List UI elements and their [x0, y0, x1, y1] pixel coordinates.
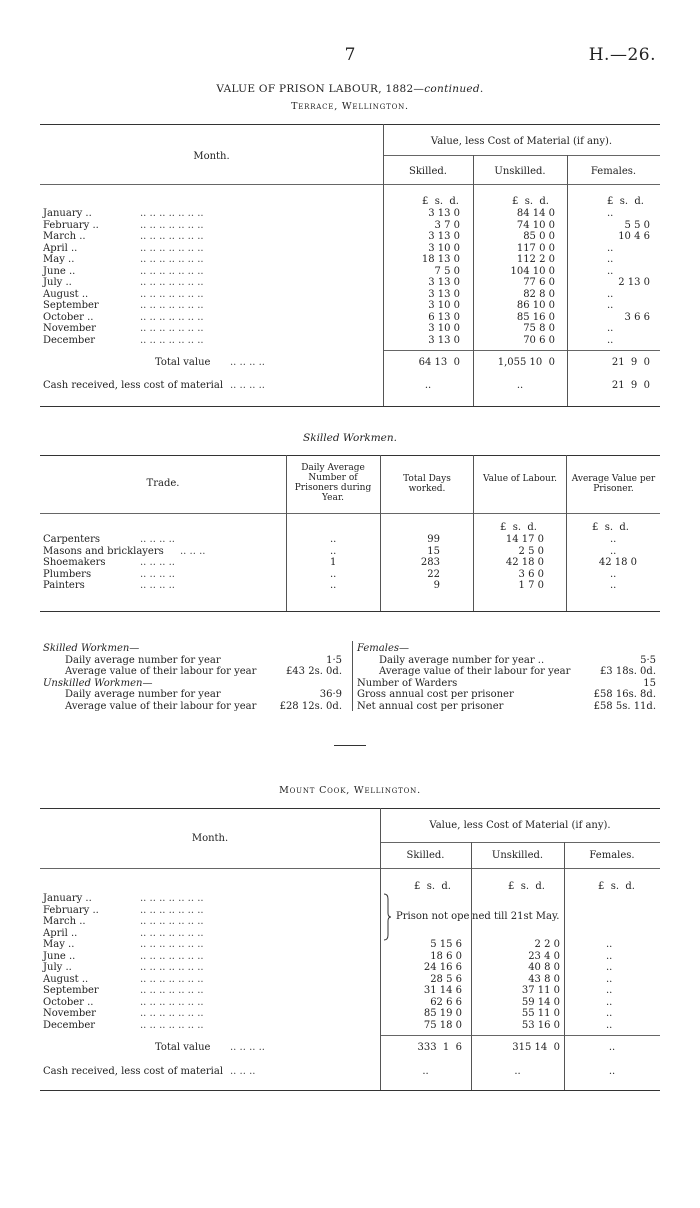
- month-label: June ..: [43, 265, 76, 277]
- females-value: ..: [606, 939, 613, 950]
- row-leader: .. .. .. .. .. .. ..: [140, 277, 204, 288]
- mc-total-females: ..: [608, 1042, 616, 1053]
- col-females: Females.: [590, 166, 637, 177]
- females-value: ..: [607, 334, 614, 346]
- not-opened-note-a: Prison not ope: [396, 911, 470, 922]
- daily-average: 1: [330, 557, 337, 568]
- skilled-value: 3 7 0: [434, 219, 460, 231]
- lsd-avg: £ s. d.: [592, 522, 629, 533]
- females-value: ..: [606, 973, 613, 985]
- summary-label: Skilled Workmen—: [43, 643, 140, 654]
- mc-total-unskilled: 315 14 0: [512, 1042, 560, 1053]
- avg-value: ..: [610, 568, 617, 580]
- females-value: 10 4 6: [618, 231, 650, 242]
- row-leader: .. .. .. .. .. .. ..: [140, 985, 204, 996]
- avg-value: ..: [610, 580, 617, 591]
- total-days: 99: [427, 534, 440, 545]
- month-label: February ..: [43, 219, 99, 231]
- unskilled-value: 59 14 0: [521, 996, 560, 1008]
- month-label: October ..: [43, 996, 94, 1008]
- females-value: ..: [606, 996, 613, 1008]
- terrace-subtitle: Terrace, Wellington.: [291, 101, 409, 112]
- summary-label: Average value of their labour for year: [65, 700, 257, 712]
- labour-value: 3 6 0: [518, 568, 544, 580]
- total-skilled: 64 13 0: [418, 357, 460, 368]
- daily-average: ..: [330, 534, 337, 545]
- lsd-unskilled: £ s. d.: [512, 196, 549, 207]
- month-label: April ..: [43, 242, 78, 254]
- month-label: January ..: [43, 893, 92, 904]
- summary-label: Number of Warders: [357, 677, 458, 689]
- cash-skilled: ..: [424, 380, 432, 391]
- females-value: 3 6 6: [624, 311, 650, 323]
- row-leader: .. .. .. .. .. .. ..: [140, 1019, 204, 1031]
- row-leader: .. .. .. .. .. .. ..: [140, 242, 204, 254]
- month-label: September: [43, 300, 99, 311]
- summary-value: 5·5: [640, 654, 656, 666]
- females-value: ..: [606, 962, 613, 973]
- summary-label: Average value of their labour for year: [65, 666, 257, 677]
- total-days: 9: [433, 580, 440, 591]
- mc-col-skilled: Skilled.: [406, 850, 445, 861]
- row-leader: .. .. .. .. .. .. ..: [140, 939, 204, 950]
- month-label: July ..: [43, 277, 72, 288]
- summary-value: £43 2s. 0d.: [285, 666, 342, 677]
- mc-cash-females: ..: [608, 1066, 616, 1077]
- unskilled-value: 84 14 0: [516, 208, 555, 219]
- skilled-value: 75 18 0: [423, 1019, 462, 1031]
- daily-average: ..: [330, 545, 337, 557]
- females-value: ..: [607, 208, 614, 219]
- summary-label: Daily average number for year: [65, 689, 221, 700]
- mc-month-header: Month.: [191, 833, 229, 844]
- mc-lsd-females: £ s. d.: [598, 881, 635, 892]
- row-leader: .. .. .. .. .. .. ..: [140, 288, 204, 300]
- trade-label: Carpenters: [43, 534, 101, 545]
- summary-value: 1·5: [326, 654, 342, 666]
- skilled-value: 3 13 0: [428, 334, 460, 346]
- unskilled-value: 104 10 0: [510, 265, 555, 277]
- row-leader: .. .. .. .. .. .. ..: [140, 904, 204, 916]
- skilled-value: 85 19 0: [423, 1008, 462, 1019]
- month-label: November: [43, 1008, 96, 1019]
- cash-females: 21 9 0: [611, 380, 650, 391]
- row-leader: .. .. .. .. .. .. ..: [140, 208, 204, 219]
- unskilled-value: 74 10 0: [516, 219, 555, 231]
- total-days-header: Total Days worked.: [403, 474, 451, 494]
- skilled-value: 24 16 6: [423, 962, 462, 973]
- unskilled-value: 86 10 0: [516, 300, 555, 311]
- row-leader: .. .. .. .. .. .. ..: [140, 334, 204, 346]
- unskilled-value: 75 8 0: [523, 323, 555, 334]
- row-leader: .. .. .. .. .. .. ..: [140, 219, 204, 231]
- total-unskilled: 1,055 10 0: [497, 357, 555, 368]
- unskilled-value: 70 6 0: [523, 334, 555, 346]
- row-leader: .. .. .. .. .. .. ..: [140, 950, 204, 962]
- month-label: October ..: [43, 311, 94, 323]
- skilled-value: 62 6 6: [430, 996, 462, 1008]
- total-days: 283: [420, 557, 440, 568]
- page-number: 7: [344, 45, 356, 65]
- total-days: 22: [427, 568, 440, 580]
- trade-label: Shoemakers: [43, 557, 106, 568]
- daily-average: ..: [330, 568, 337, 580]
- month-label: April ..: [43, 927, 78, 939]
- skilled-value: 5 15 6: [430, 939, 462, 950]
- not-opened-note-b: ned till 21st May.: [472, 911, 560, 922]
- total-label: Total value: [155, 357, 211, 368]
- skilled-value: 3 13 0: [428, 277, 460, 288]
- labour-value: 1 7 0: [518, 580, 544, 591]
- month-label: May ..: [43, 254, 75, 265]
- row-leader: .. .. .. .. .. .. ..: [140, 265, 204, 277]
- trade-header: Trade.: [146, 478, 180, 489]
- month-label: November: [43, 323, 96, 334]
- row-leader: .. .. .. .. .. .. ..: [140, 323, 204, 334]
- row-leader: .. .. .. .. .. .. ..: [140, 996, 204, 1008]
- skilled-value: 3 13 0: [428, 288, 460, 300]
- row-leader: .. .. .. .. .. .. ..: [140, 231, 204, 242]
- skilled-value: 3 10 0: [428, 242, 460, 254]
- total-leader: .. .. .. ..: [230, 357, 265, 368]
- summary-label: Daily average number for year: [65, 654, 221, 666]
- unskilled-value: 112 2 0: [516, 254, 555, 265]
- trade-label: Masons and bricklayers: [43, 545, 164, 557]
- mountcook-subtitle: Mount Cook, Wellington.: [279, 785, 421, 796]
- females-value: ..: [606, 950, 613, 962]
- skilled-value: 18 6 0: [430, 950, 462, 962]
- unskilled-value: 23 4 0: [528, 950, 560, 962]
- mc-lsd-skilled: £ s. d.: [414, 881, 451, 892]
- month-label: December: [43, 1019, 96, 1031]
- month-label: July ..: [43, 962, 72, 973]
- females-value: ..: [607, 288, 614, 300]
- mc-lsd-unskilled: £ s. d.: [508, 881, 545, 892]
- month-label: May ..: [43, 939, 75, 950]
- row-leader: .. .. .. .. .. .. ..: [140, 300, 204, 311]
- avg-value: ..: [610, 534, 617, 545]
- unskilled-value: 43 8 0: [528, 973, 560, 985]
- skilled-value: 7 5 0: [434, 265, 460, 277]
- skilled-value: 6 13 0: [428, 311, 460, 323]
- summary-value: 36·9: [319, 689, 342, 700]
- skilled-value: 3 13 0: [428, 208, 460, 219]
- females-value: ..: [606, 1008, 613, 1019]
- month-label: January ..: [43, 208, 92, 219]
- mc-cash-leader: .. .. ..: [230, 1066, 256, 1077]
- unskilled-value: 40 8 0: [528, 962, 560, 973]
- col-unskilled: Unskilled.: [494, 166, 546, 177]
- col-skilled: Skilled.: [408, 166, 447, 177]
- mc-cash-skilled: ..: [422, 1066, 429, 1077]
- unskilled-value: 2 2 0: [534, 939, 560, 950]
- row-leader: .. .. .. .. .. .. ..: [140, 916, 204, 927]
- mc-total-label: Total value: [155, 1042, 211, 1053]
- lsd-females: £ s. d.: [607, 196, 644, 207]
- skilled-value: 28 5 6: [430, 973, 462, 985]
- avg-value-header: Average Value per Prisoner.: [571, 474, 656, 494]
- daily-average: ..: [330, 580, 337, 591]
- row-leader: .. .. ..: [180, 545, 206, 557]
- females-value: ..: [607, 242, 614, 254]
- trade-label: Plumbers: [43, 568, 92, 580]
- unskilled-value: 85 0 0: [523, 231, 555, 242]
- mc-col-females: Females.: [589, 850, 635, 861]
- month-header: Month.: [193, 151, 230, 162]
- unskilled-value: 53 16 0: [521, 1019, 560, 1031]
- summary-value: £3 18s. 0d.: [599, 666, 656, 677]
- month-label: June ..: [43, 950, 76, 962]
- row-leader: .. .. .. ..: [140, 580, 175, 591]
- month-label: September: [43, 985, 99, 996]
- brace-icon: [381, 893, 393, 941]
- row-leader: .. .. .. ..: [140, 534, 175, 545]
- total-females: 21 9 0: [611, 357, 650, 368]
- skilled-heading: Skilled Workmen.: [303, 432, 397, 444]
- avg-value: 42 18 0: [598, 557, 637, 568]
- females-value: 5 5 0: [624, 219, 650, 231]
- unskilled-value: 117 0 0: [516, 242, 555, 254]
- row-leader: .. .. .. .. .. .. ..: [140, 254, 204, 265]
- labour-value: 2 5 0: [518, 545, 544, 557]
- summary-label: Gross annual cost per prisoner: [357, 689, 514, 700]
- skilled-value: 3 10 0: [428, 300, 460, 311]
- summary-value: £58 16s. 8d.: [593, 689, 656, 700]
- month-label: December: [43, 334, 96, 346]
- page-reference: H.—26.: [588, 45, 656, 65]
- unskilled-value: 85 16 0: [516, 311, 555, 323]
- terrace-title: VALUE OF PRISON LABOUR, 1882—continued.: [216, 83, 484, 95]
- unskilled-value: 77 6 0: [523, 277, 555, 288]
- females-value: ..: [606, 1019, 613, 1031]
- month-label: March ..: [43, 916, 86, 927]
- month-label: August ..: [43, 288, 89, 300]
- row-leader: .. .. .. .. .. .. ..: [140, 311, 204, 323]
- females-value: ..: [606, 985, 613, 996]
- row-leader: .. .. .. .. .. .. ..: [140, 962, 204, 973]
- females-value: ..: [607, 254, 614, 265]
- summary-value: £58 5s. 11d.: [593, 700, 656, 712]
- unskilled-value: 55 11 0: [521, 1008, 560, 1019]
- skilled-value: 18 13 0: [421, 254, 460, 265]
- summary-value: £28 12s. 0d.: [279, 700, 342, 712]
- summary-label: Average value of their labour for year: [379, 666, 571, 677]
- row-leader: .. .. .. .. .. .. ..: [140, 973, 204, 985]
- value-labour-header: Value of Labour.: [482, 474, 557, 484]
- row-leader: .. .. .. ..: [140, 557, 175, 568]
- summary-label: Unskilled Workmen—: [43, 677, 153, 689]
- summary-label: Net annual cost per prisoner: [357, 700, 504, 712]
- month-label: February ..: [43, 904, 99, 916]
- total-days: 15: [427, 545, 440, 557]
- row-leader: .. .. .. .. .. .. ..: [140, 927, 204, 939]
- month-label: March ..: [43, 231, 86, 242]
- lsd-skilled: £ s. d.: [422, 196, 459, 207]
- trade-label: Painters: [43, 580, 85, 591]
- females-value: ..: [607, 265, 614, 277]
- mc-col-unskilled: Unskilled.: [491, 850, 544, 861]
- cash-unskilled: ..: [516, 380, 524, 391]
- avg-value: ..: [610, 545, 617, 557]
- summary-value: 15: [643, 677, 656, 689]
- females-value: ..: [607, 323, 614, 334]
- skilled-value: 31 14 6: [423, 985, 462, 996]
- mc-value-header: Value, less Cost of Material (if any).: [429, 820, 611, 831]
- summary-label: Females—: [357, 643, 410, 654]
- mc-total-skilled: 333 1 6: [417, 1042, 462, 1053]
- unskilled-value: 37 11 0: [521, 985, 560, 996]
- mc-cash-unskilled: ..: [514, 1066, 521, 1077]
- cash-label: Cash received, less cost of material: [43, 380, 224, 391]
- daily-avg-header: Daily Average Number of Prisoners during Year.: [294, 463, 372, 503]
- unskilled-value: 82 8 0: [523, 288, 555, 300]
- row-leader: .. .. .. .. .. .. ..: [140, 1008, 204, 1019]
- summary-label: Daily average number for year ..: [379, 654, 545, 666]
- lsd-value: £ s. d.: [500, 522, 537, 533]
- skilled-value: 3 10 0: [428, 323, 460, 334]
- month-label: August ..: [43, 973, 89, 985]
- cash-leader: .. .. .. ..: [230, 380, 265, 391]
- labour-value: 14 17 0: [505, 534, 544, 545]
- row-leader: .. .. .. .. .. .. ..: [140, 893, 204, 904]
- females-value: ..: [607, 300, 614, 311]
- females-value: 2 13 0: [618, 277, 650, 288]
- skilled-value: 3 13 0: [428, 231, 460, 242]
- mc-cash-label: Cash received, less cost of material: [43, 1066, 224, 1077]
- row-leader: .. .. .. ..: [140, 568, 175, 580]
- mc-total-leader: .. .. .. ..: [230, 1042, 265, 1053]
- value-header: Value, less Cost of Material (if any).: [430, 136, 613, 147]
- labour-value: 42 18 0: [505, 557, 544, 568]
